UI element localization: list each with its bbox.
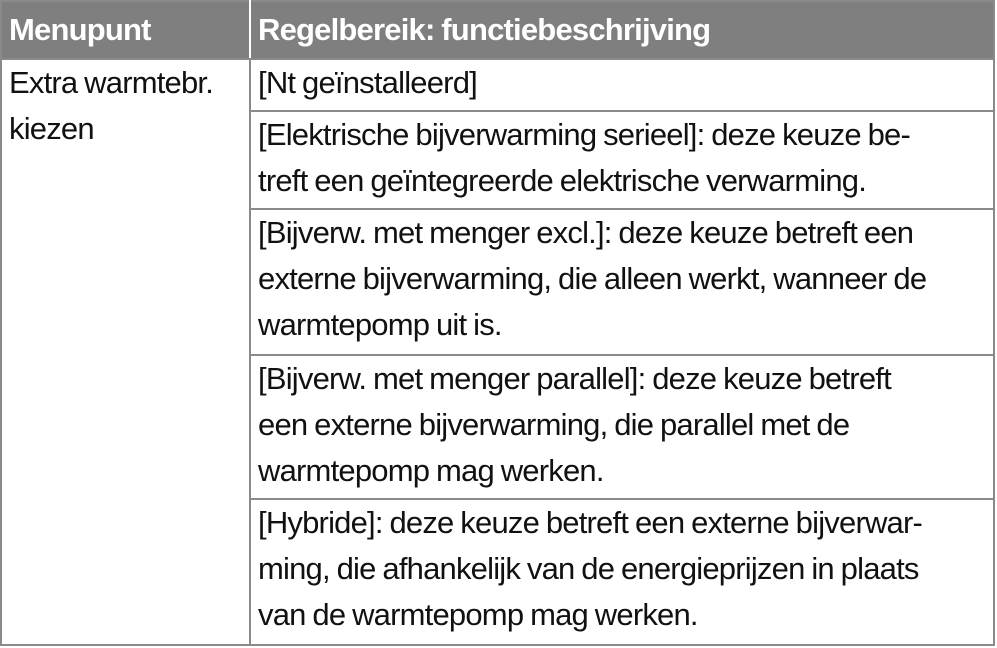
header-row xyxy=(1,1,994,59)
menu-item-line: kiezen xyxy=(9,111,94,146)
menu-item-line: Extra warmtebr. xyxy=(9,65,214,100)
option-line: treft een geïntegreerde elektrische verwarming. xyxy=(258,163,867,198)
option-line: externe bijverwarming, die alleen werkt, wanneer de xyxy=(258,261,927,296)
option-cell-mixer-parallel xyxy=(250,355,994,499)
table-row xyxy=(1,59,994,111)
header-description: Regelbereik: functiebeschrijving xyxy=(250,1,994,59)
option-line: warmtepomp mag werken. xyxy=(258,453,604,488)
option-line: [Bijverw. met menger excl.]: deze keuze betreft een xyxy=(258,215,914,250)
option-line: ming, die afhankelijk van de energieprijzen in plaats xyxy=(258,551,919,586)
option-line: [Elektrische bijverwarming serieel]: deze keuze be- xyxy=(258,117,911,152)
option-line: van de warmtepomp mag werken. xyxy=(258,597,698,632)
option-line: [Bijverw. met menger parallel]: deze keuze betreft xyxy=(258,361,891,396)
option-line: warmtepomp uit is. xyxy=(258,307,502,342)
menu-item-cell xyxy=(1,59,250,645)
table-body xyxy=(1,59,994,645)
header-menu-item: Menupunt xyxy=(1,1,250,59)
option-cell-hybrid xyxy=(250,499,994,645)
option-line: een externe bijverwarming, die parallel met de xyxy=(258,407,850,442)
option-cell-electric-serial xyxy=(250,111,994,209)
option-line: [Hybride]: deze keuze betreft een externe bijverwar- xyxy=(258,505,923,540)
option-line: [Nt geïnstalleerd] xyxy=(258,65,477,100)
option-cell-mixer-exclusive xyxy=(250,209,994,355)
table-header xyxy=(1,1,994,59)
option-cell-not-installed xyxy=(250,59,994,111)
